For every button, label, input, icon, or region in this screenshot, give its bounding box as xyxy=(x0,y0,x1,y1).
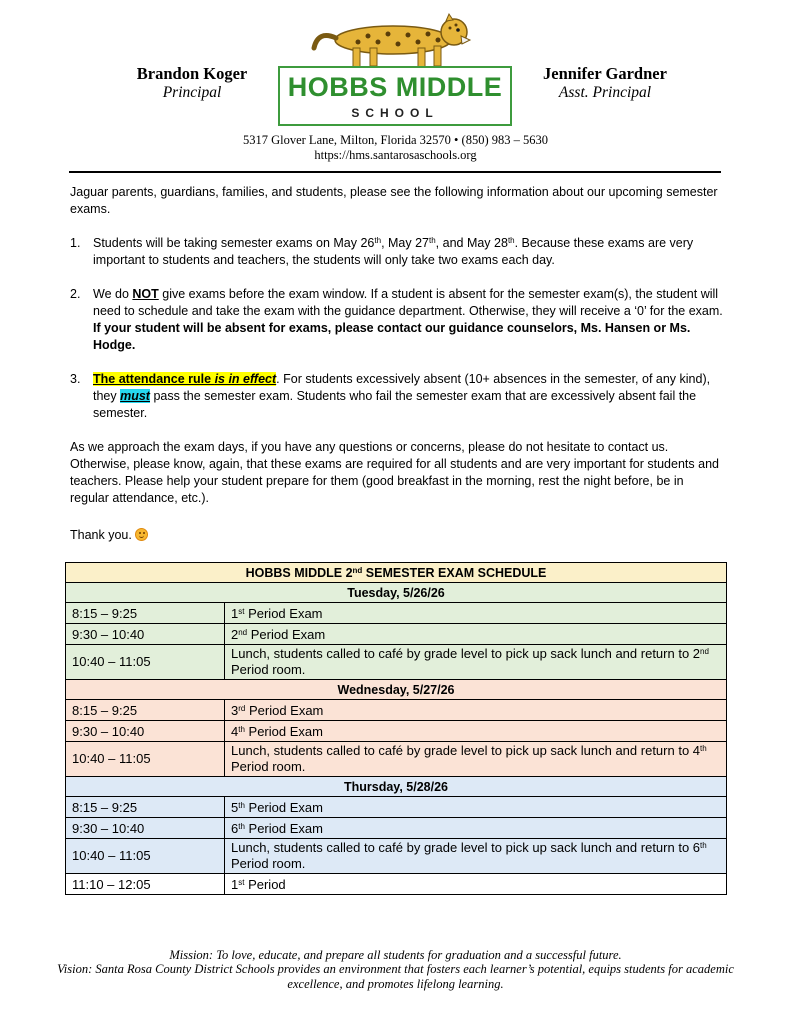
exam-schedule-table xyxy=(65,562,727,895)
activity-cell: 3rd Period Exam xyxy=(225,700,727,721)
time-cell: 9:30 – 10:40 xyxy=(66,721,225,742)
school-logo xyxy=(278,8,514,128)
logo-main-text: HOBBS MIDDLE xyxy=(287,72,503,102)
activity-cell: 1st Period Exam xyxy=(225,603,727,624)
time-cell: 9:30 – 10:40 xyxy=(66,624,225,645)
asst-principal-title: Asst. Principal xyxy=(558,84,652,101)
activity-cell: 4th Period Exam xyxy=(225,721,727,742)
school-website: https://hms.santarosaschools.org xyxy=(314,148,477,162)
time-cell: 11:10 – 12:05 xyxy=(66,874,225,895)
logo-wordmark xyxy=(278,66,512,126)
mission-statement: Mission: To love, educate, and prepare all students for graduation and a successful future. xyxy=(169,948,622,962)
activity-cell: 6th Period Exam xyxy=(225,818,727,839)
asst-principal-block xyxy=(505,64,705,102)
schedule-row xyxy=(66,645,727,680)
activity-cell: Lunch, students called to café by grade level to pick up sack lunch and return to 6th Period room. xyxy=(225,839,727,874)
jaguar-icon xyxy=(278,8,514,70)
list-number: 1. xyxy=(70,236,81,250)
time-cell: 8:15 – 9:25 xyxy=(66,700,225,721)
principal-title: Principal xyxy=(162,84,222,101)
asst-principal-name: Jennifer Gardner xyxy=(543,64,667,83)
day-header: Tuesday, 5/26/26 xyxy=(66,583,727,603)
schedule-row xyxy=(66,818,727,839)
schedule-row xyxy=(66,797,727,818)
schedule-row xyxy=(66,874,727,895)
time-cell: 9:30 – 10:40 xyxy=(66,818,225,839)
schedule-title: HOBBS MIDDLE 2nd SEMESTER EXAM SCHEDULE xyxy=(66,563,727,583)
day-header: Wednesday, 5/27/26 xyxy=(66,680,727,700)
vision-statement: Vision: Santa Rosa County District Schools provides an environment that fosters each learner’s potential, equips students for academic excellence, and promotes lifelong learning. xyxy=(57,962,734,991)
list-number: 3. xyxy=(70,372,81,386)
school-address: 5317 Glover Lane, Milton, Florida 32570 • (850) 983 – 5630 xyxy=(242,133,549,147)
intro-paragraph: Jaguar parents, guardians, families, and students, please see the following information about our upcoming semester exams. xyxy=(70,185,718,216)
time-cell: 8:15 – 9:25 xyxy=(66,797,225,818)
activity-cell: 5th Period Exam xyxy=(225,797,727,818)
logo-sub-text: SCHOOL xyxy=(351,106,439,120)
schedule-row xyxy=(66,624,727,645)
list-text: The attendance rule is in effect. For students excessively absent (10+ absences in the semester, of any kind), they must pass the semester exam. Students who fail the semester exam that are excessively absent fail the semester. xyxy=(93,372,711,420)
emphasis-must: must xyxy=(120,389,150,403)
closing-paragraph: As we approach the exam days, if you have any questions or concerns, please do not hesitate to contact us. Otherwise, please know, again, that these exams are required for all students and are very important for students and teachers. Please help your student prepare for them (good breakfast in the morning, rest the night before, be in regular attendance, etc.). xyxy=(70,440,719,505)
activity-cell: 1st Period xyxy=(225,874,727,895)
day-header: Thursday, 5/28/26 xyxy=(66,777,727,797)
activity-cell: Lunch, students called to café by grade level to pick up sack lunch and return to 2nd Period room. xyxy=(225,645,727,680)
time-cell: 10:40 – 11:05 xyxy=(66,742,225,777)
schedule-row xyxy=(66,700,727,721)
smiley-face-icon xyxy=(135,528,148,541)
header-divider xyxy=(69,171,721,173)
schedule-row xyxy=(66,839,727,874)
attendance-rule-highlight: The attendance rule is in effect xyxy=(93,372,277,386)
principal-name: Brandon Koger xyxy=(136,64,248,83)
thank-you-line: Thank you. xyxy=(70,527,725,544)
activity-cell: 2nd Period Exam xyxy=(225,624,727,645)
activity-cell: Lunch, students called to café by grade level to pick up sack lunch and return to 4th Period room. xyxy=(225,742,727,777)
emphasis-not: NOT xyxy=(132,287,159,301)
list-number: 2. xyxy=(70,287,81,301)
schedule-row xyxy=(66,742,727,777)
schedule-row xyxy=(66,603,727,624)
principal-block xyxy=(92,64,292,102)
time-cell: 10:40 – 11:05 xyxy=(66,839,225,874)
time-cell: 10:40 – 11:05 xyxy=(66,645,225,680)
list-text: Students will be taking semester exams on May 26th, May 27th, and May 28th. Because these exams are very important to students and teachers, the students will only take two exams each day. xyxy=(93,236,694,267)
schedule-row xyxy=(66,721,727,742)
time-cell: 8:15 – 9:25 xyxy=(66,603,225,624)
guidance-contact-note: If your student will be absent for exams, please contact our guidance counselors, Ms. Hansen or Ms. Hodge. xyxy=(93,321,691,352)
list-text: We do NOT give exams before the exam window. If a student is absent for the semester exam(s), the student will need to schedule and take the exam with the guidance department. Otherwise, they will receive a ‘0’ for the exam. If your student will be absent for exams, please contact our guidance counselors, Ms. Hansen or Ms. Hodge. xyxy=(93,287,723,352)
